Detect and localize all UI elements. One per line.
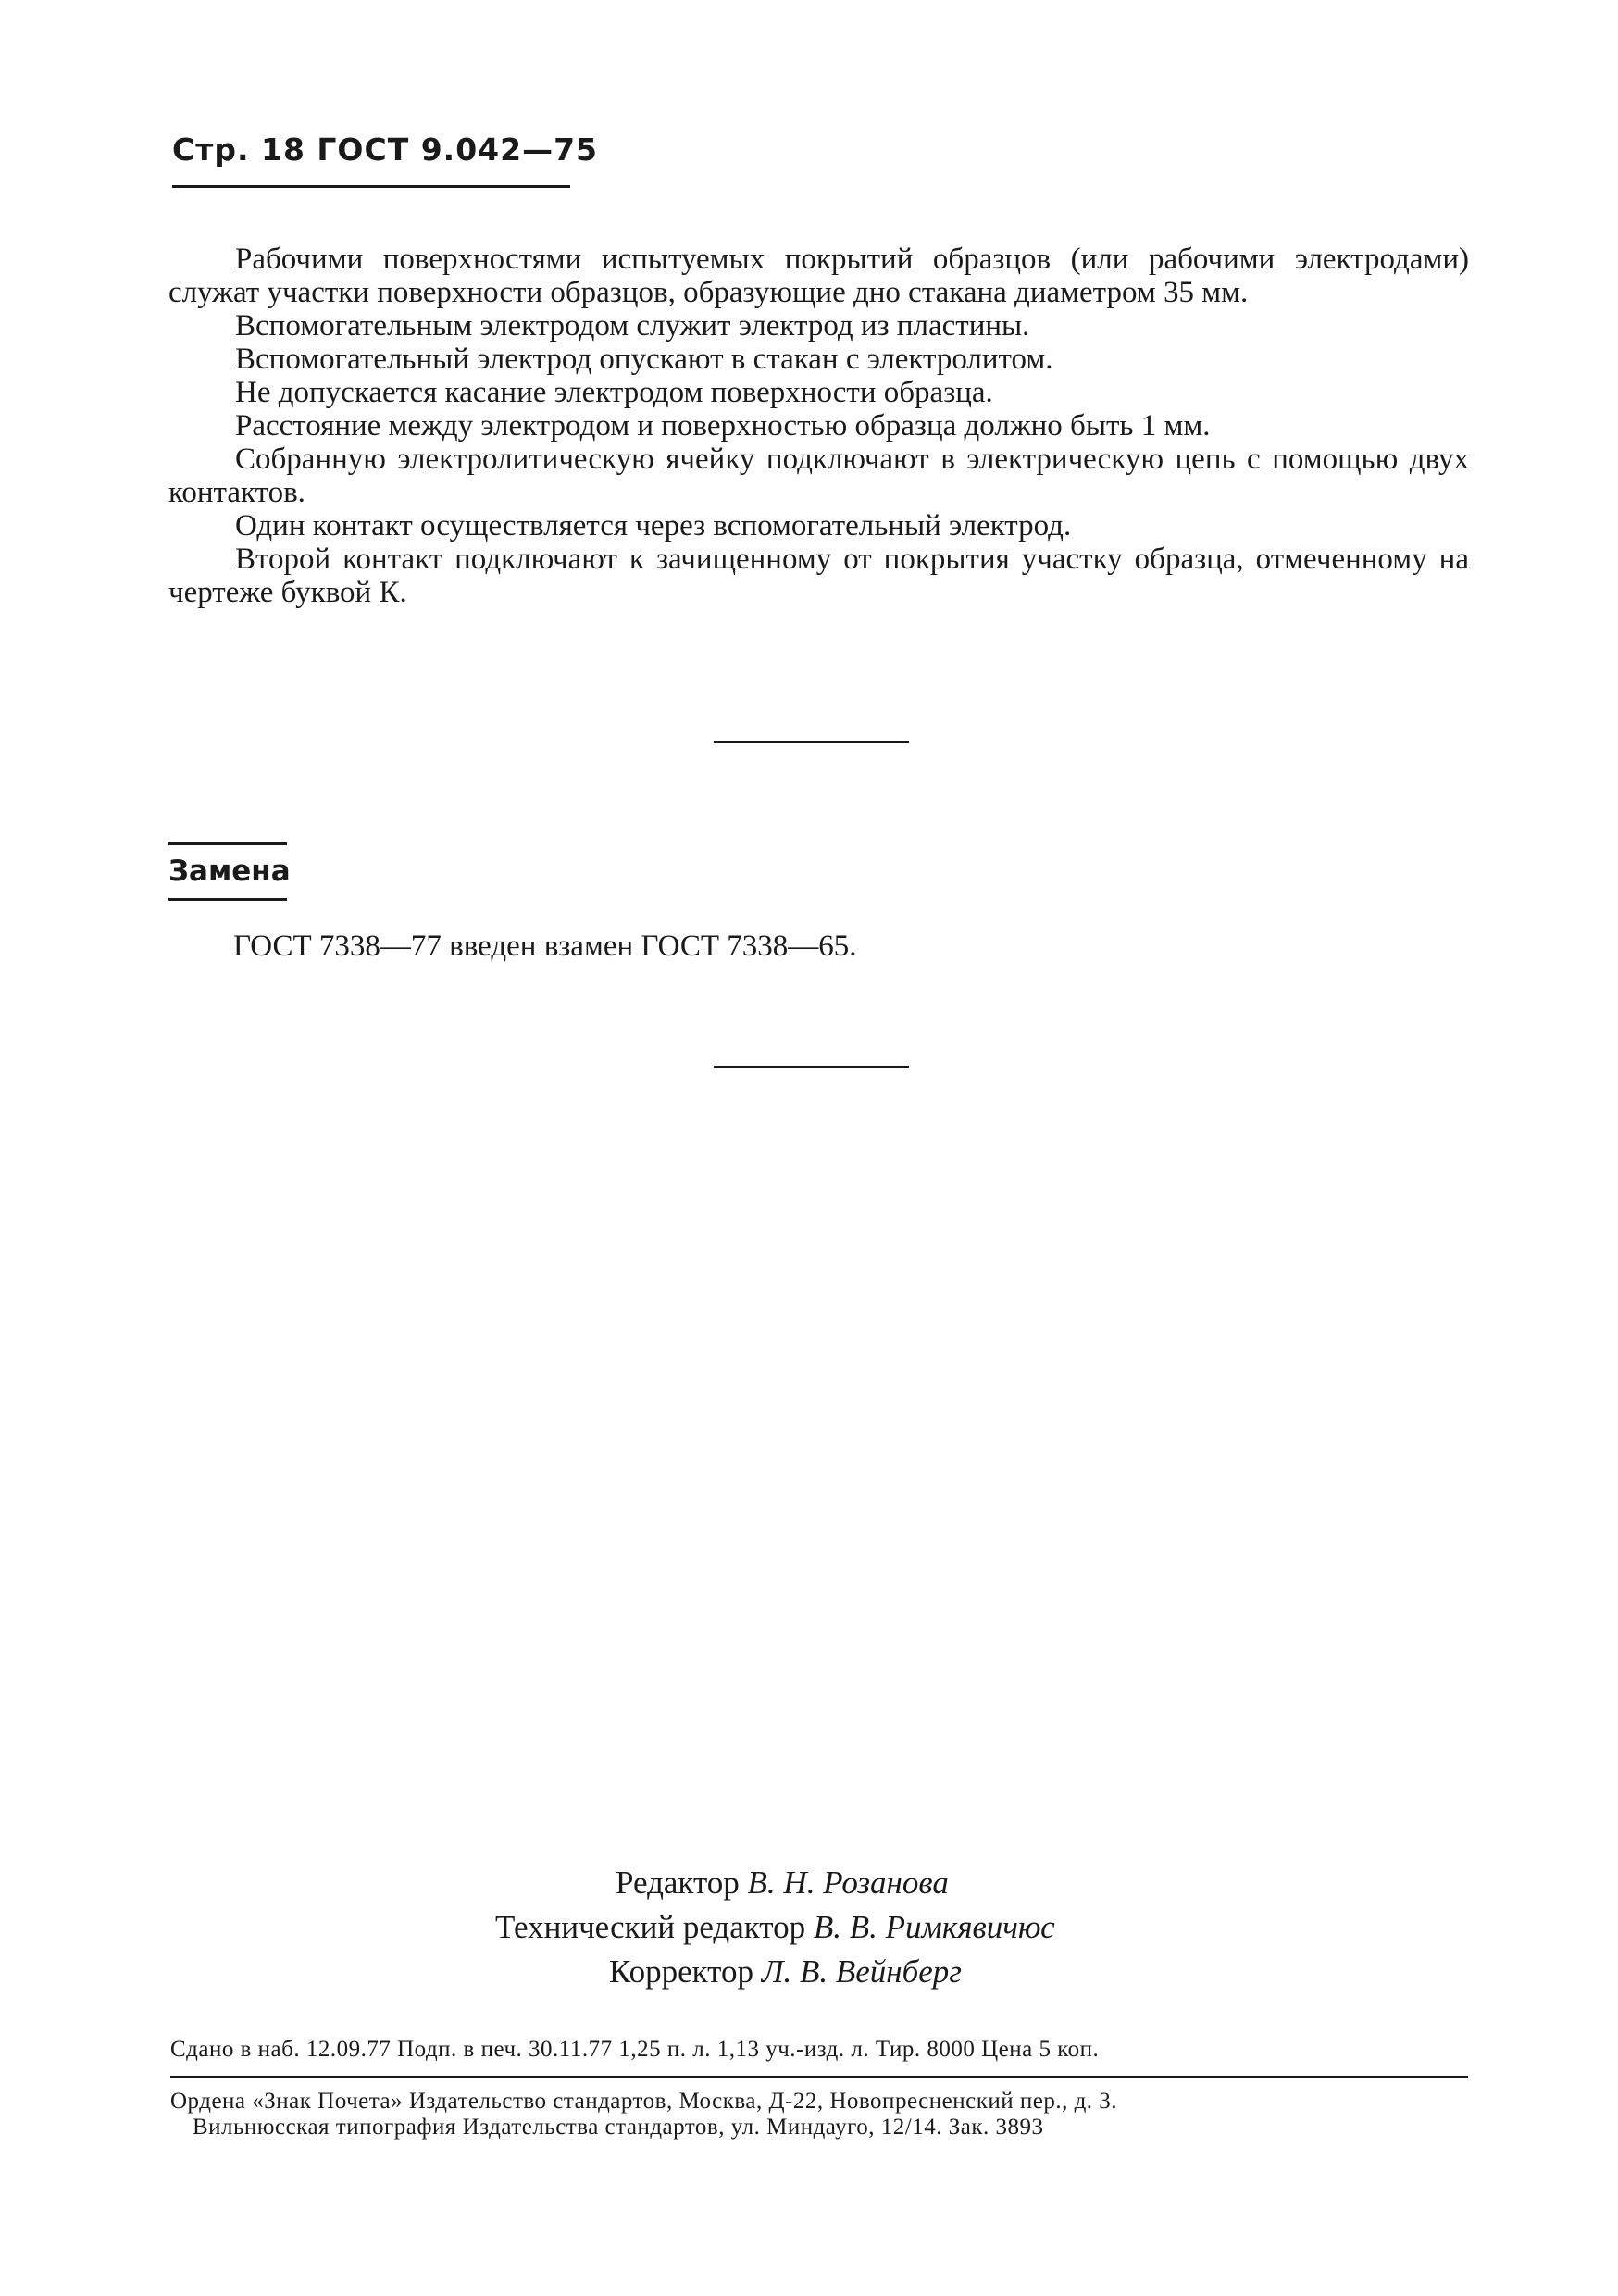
- credit-role: Технический редактор: [495, 1909, 806, 1945]
- imprint-rule: [170, 2076, 1468, 2078]
- body-text: [168, 243, 1469, 609]
- credit-editor: [370, 1861, 1296, 1905]
- credit-tech-editor: [370, 1905, 1296, 1950]
- section-title-rule-top: [168, 842, 287, 845]
- separator-rule: [714, 1066, 909, 1068]
- section-title-rule-bottom: [168, 898, 287, 901]
- section-title: Замена: [168, 855, 291, 888]
- paragraph: Второй контакт подключают к зачищенному от покрытия участку образца, отмеченному на чертеже буквой К.: [168, 543, 1469, 609]
- paragraph: Вспомогательный электрод опускают в стакан с электролитом.: [235, 343, 1053, 376]
- paragraph: Вспомогательным электродом служит электрод из пластины.: [235, 309, 1030, 343]
- credit-name: Л. В. Вейнберг: [761, 1953, 962, 1990]
- replacement-text: ГОСТ 7338—77 введен взамен ГОСТ 7338—65.: [233, 930, 857, 963]
- printer-line: Вильнюсская типография Издательства стандартов, ул. Миндауго, 12/14. Зак. 3893: [193, 2115, 1044, 2140]
- credit-proofreader: [370, 1950, 1296, 1994]
- paragraph: Один контакт осуществляется через вспомогательный электрод.: [235, 509, 1072, 543]
- paragraph: Не допускается касание электродом поверхности образца.: [235, 376, 993, 409]
- paragraph: Рабочими поверхностями испытуемых покрытий образцов (или рабочими электродами) служат участки поверхности образцов, образующие дно стакана диаметром 35 мм.: [168, 243, 1469, 309]
- separator-rule: [714, 741, 909, 743]
- credit-role: Редактор: [616, 1865, 740, 1901]
- running-head: Стр. 18 ГОСТ 9.042—75: [172, 131, 599, 168]
- publisher-line: Ордена «Знак Почета» Издательство стандартов, Москва, Д-22, Новопресненский пер., д. 3.: [170, 2089, 1118, 2114]
- credit-name: В. Н. Розанова: [747, 1865, 949, 1901]
- credit-name: В. В. Римкявичюс: [813, 1909, 1055, 1945]
- imprint-line: Сдано в наб. 12.09.77 Подп. в печ. 30.11.77 1,25 п. л. 1,13 уч.-изд. л. Тир. 8000 Цена 5 коп.: [170, 2037, 1100, 2062]
- paragraph: Собранную электролитическую ячейку подключают в электрическую цепь с помощью двух контактов.: [168, 443, 1469, 509]
- publisher-info: [170, 2089, 1470, 2140]
- credit-role: Корректор: [609, 1953, 754, 1990]
- credits: [370, 1861, 1296, 1994]
- header-rule: [172, 185, 570, 188]
- paragraph: Расстояние между электродом и поверхностью образца должно быть 1 мм.: [235, 409, 1211, 443]
